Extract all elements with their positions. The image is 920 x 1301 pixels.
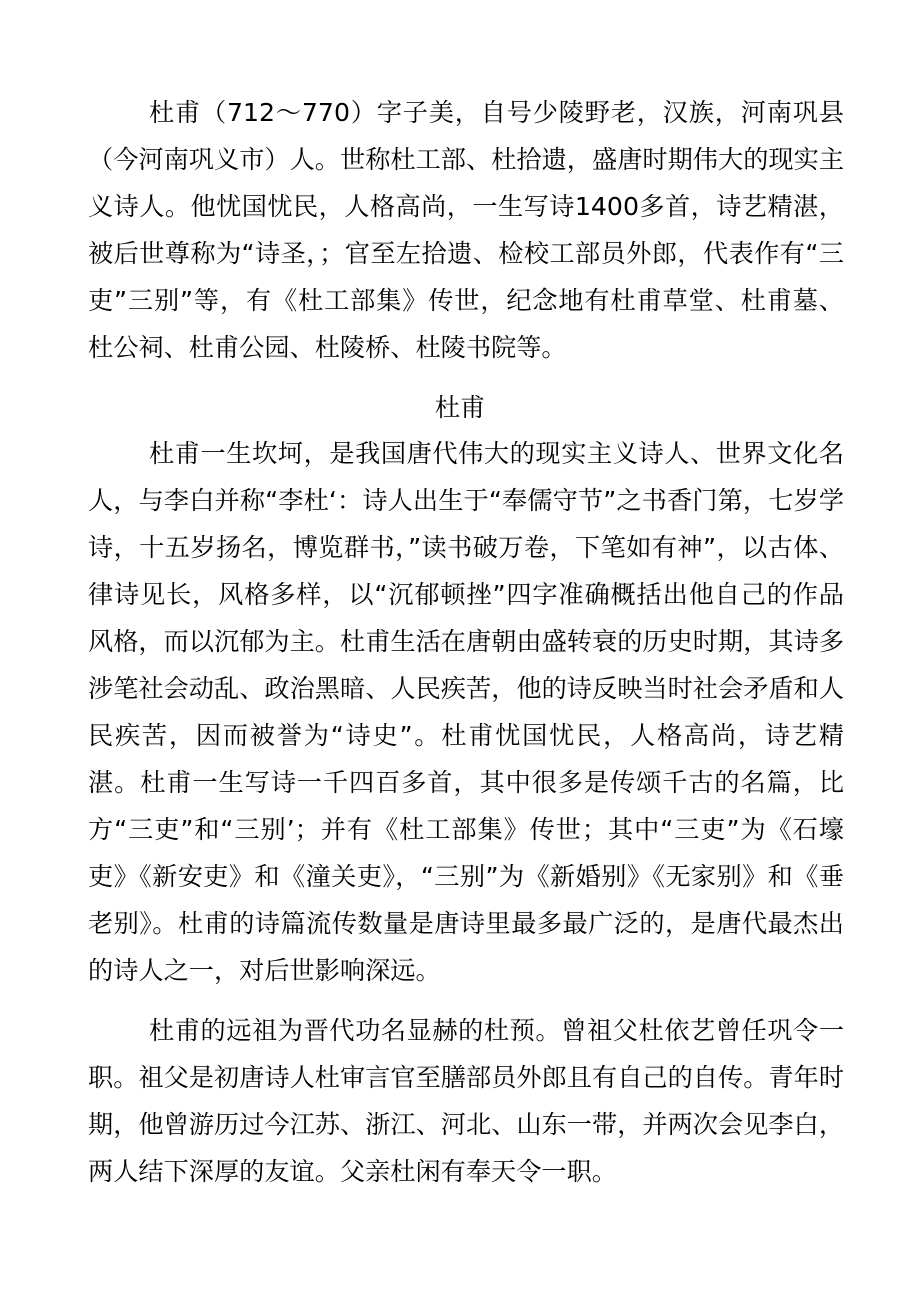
section-title: 杜甫 [434,393,486,422]
intro-paragraph: 杜甫（712〜770）字子美，自号少陵野老，汉族，河南巩县（今河南巩义市）人。世称杜工部、杜拾遗，盛唐时期伟大的现实主义诗人。他忧国忧民，人格高尚，一生写诗1400多首，诗艺精湛，被后世尊称为“诗圣，；官至左拾遗、检校工部员外郎，代表作有“三吏”三别”等，有《杜工部集》传世，纪念地有杜甫草堂、杜甫墓、杜公祠、杜甫公园、杜陵桥、杜陵书院等。 [88,98,844,362]
biography-paragraph: 杜甫一生坎坷，是我国唐代伟大的现实主义诗人、世界文化名人，与李白并称“李杜‘：诗人出生于“奉儒守节”之书香门第，七岁学诗，十五岁扬名，博览群书，”读书破万卷，下笔如有神”，以古体、律诗见长，风格多样，以“沉郁顿挫”四字准确概括出他自己的作品风格，而以沉郁为主。杜甫生活在唐朝由盛转衰的历史时期，其诗多涉笔社会动乱、政治黑暗、人民疾苦，他的诗反映当时社会矛盾和人民疾苦，因而被誉为“诗史”。杜甫忧国忧民，人格高尚，诗艺精湛。杜甫一生写诗一千四百多首，其中很多是传颂千古的名篇，比方“三吏”和“三别’；并有《杜工部集》传世；其中“三吏”为《石壕吏》《新安吏》和《潼关吏》，“三别”为《新婚别》《无家别》和《垂老别》。杜甫的诗篇流传数量是唐诗里最多最广泛的，是唐代最杰出的诗人之一，对后世影响深远。 [88,439,844,985]
family-paragraph: 杜甫的远祖为晋代功名显赫的杜预。曾祖父杜依艺曾任巩令一职。祖父是初唐诗人杜审言官至膳部员外郎且有自己的自传。青年时期，他曾游历过今江苏、浙江、河北、山东一带，并两次会见李白，两人结下深厚的友谊。父亲杜闲有奉天令一职。 [88,1016,844,1186]
